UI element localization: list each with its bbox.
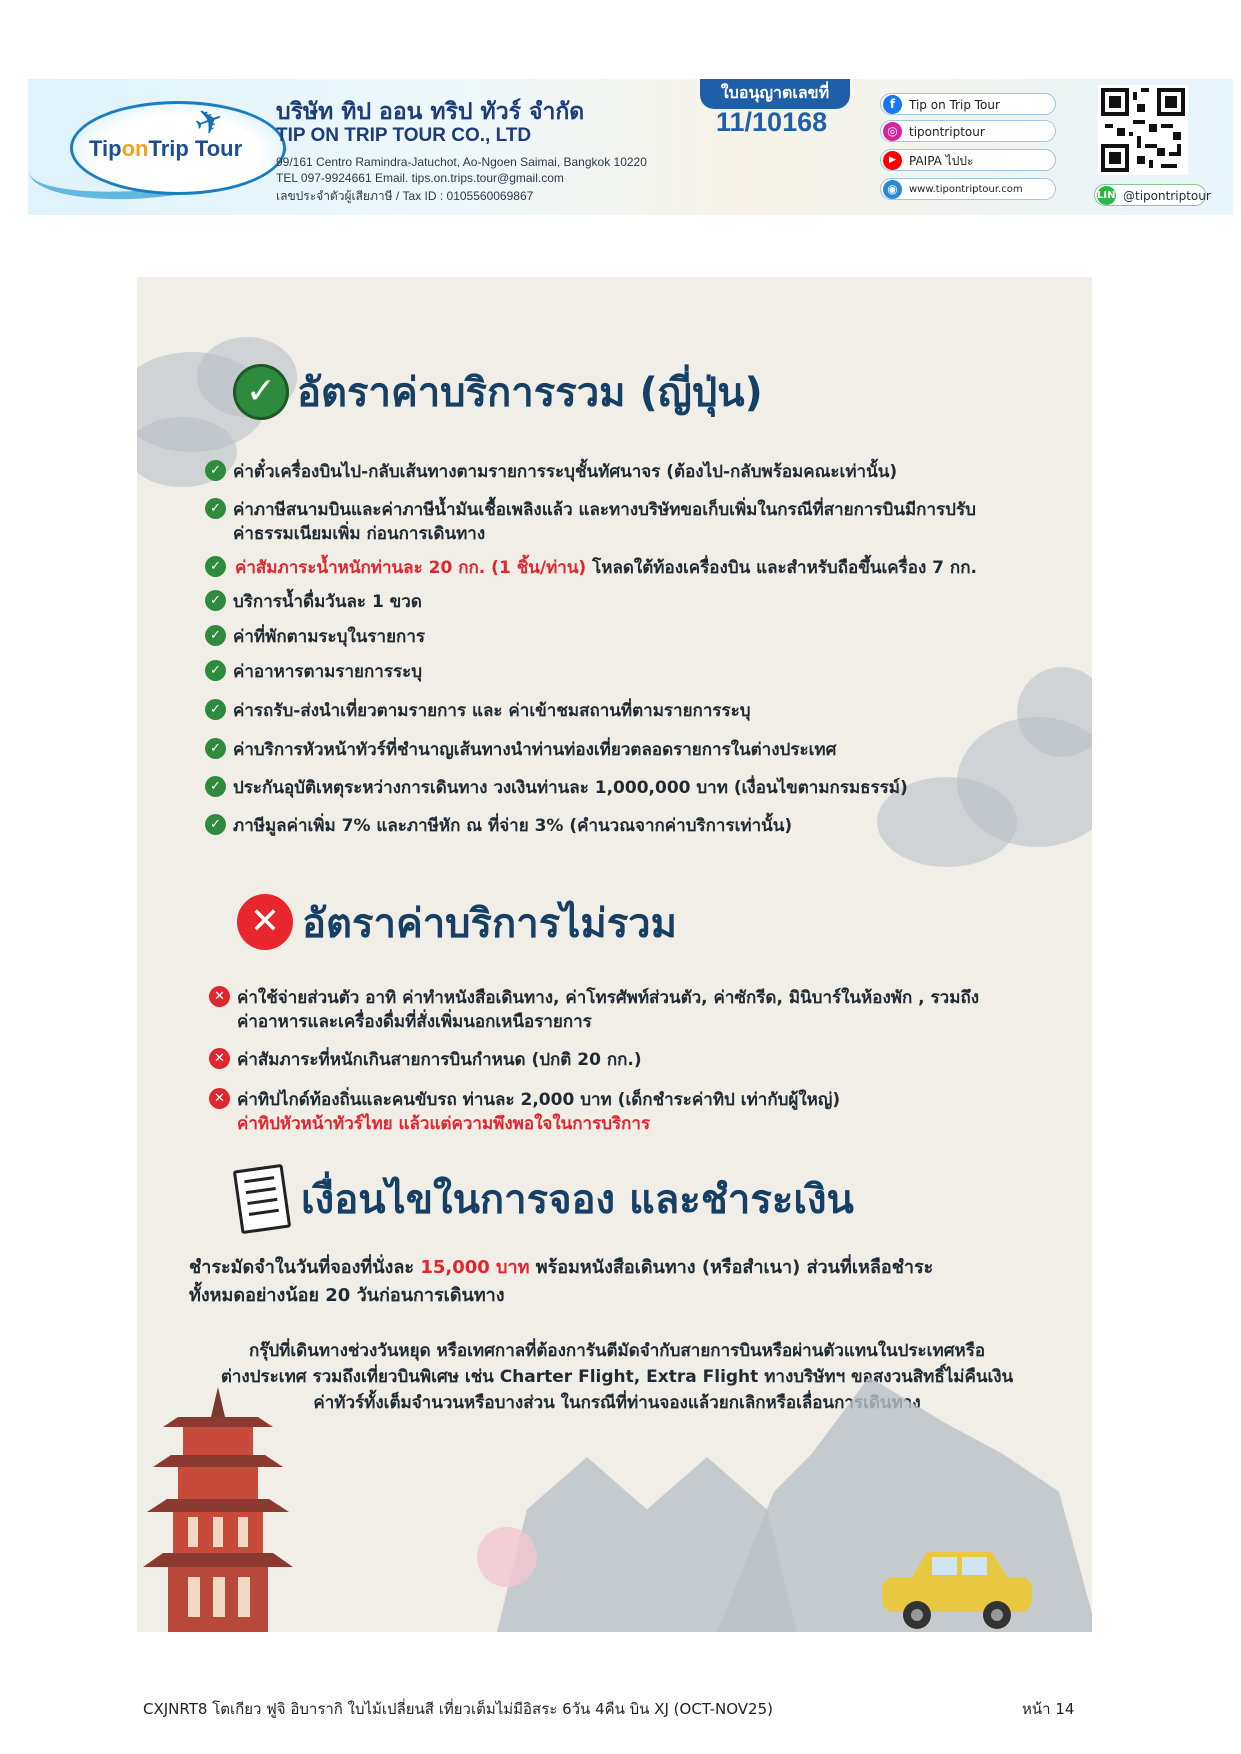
check-icon: ✓ <box>205 556 226 577</box>
cross-icon: ✕ <box>209 1048 230 1069</box>
website-link[interactable]: ◉ www.tipontriptour.com <box>880 178 1056 200</box>
company-name-english: TIP ON TRIP TOUR CO., LTD <box>276 125 532 146</box>
company-header-banner <box>28 79 1233 215</box>
yellow-car-illustration <box>872 1547 1042 1632</box>
list-item: ✓ ภาษีมูลค่าเพิ่ม 7% และภาษีหัก ณ ที่จ่าย 3% (คำนวณจากค่าบริการเท่านั้น) <box>205 812 1085 846</box>
company-logo: ✈ TiponTrip Tour <box>70 101 286 195</box>
company-contact: TEL 097-9924661 Email. tips.on.trips.tour@gmail.com <box>276 171 564 185</box>
list-item: ค่าทิปหัวหน้าทัวร์ไทย แล้วแต่ความพึงพอใจในการบริการ <box>237 1114 651 1134</box>
page-number: หน้า 14 <box>1022 1700 1075 1718</box>
youtube-icon: ▶ <box>883 151 902 170</box>
list-item: ✓ ค่าที่พักตามระบุในรายการ <box>205 623 1085 658</box>
company-tax-id: เลขประจำตัวผู้เสียภาษี / Tax ID : 0105560069867 <box>276 189 534 203</box>
company-name-thai: บริษัท ทิป ออน ทริป ทัวร์ จำกัด <box>276 99 585 125</box>
cross-icon: ✕ <box>209 986 230 1007</box>
list-item: ✕ ค่าทิปไกด์ท้องถิ่นและคนขับรถ ท่านละ 2,000 บาท (เด็กชำระค่าทิป เท่ากับผู้ใหญ่) <box>209 1086 1089 1110</box>
list-item: ✓ ค่าตั๋วเครื่องบินไป-กลับเส้นทางตามรายการระบุชั้นทัศนาจร (ต้องไป-กลับพร้อมคณะเท่านั้น) <box>205 458 1085 490</box>
list-item: ✕ ค่าสัมภาระที่หนักเกินสายการบินกำหนด (ปกติ 20 กก.) <box>209 1046 1089 1086</box>
facebook-link[interactable]: f Tip on Trip Tour <box>880 93 1056 115</box>
deposit-paragraph: ชำระมัดจำในวันที่จองที่นั่งละ 15,000 บาท พร้อมหนังสือเดินทาง (หรือสำเนา) ส่วนที่เหลือชำระ ทั้งหมดอย่างน้อย 20 วันก่อนการเดินทาง <box>189 1257 934 1306</box>
list-item: ค่าอาหารและเครื่องดื่มที่สั่งเพิ่มนอกเหนือรายการ <box>237 1012 592 1032</box>
license-label: ใบอนุญาตเลขที่ <box>700 79 850 109</box>
airplane-icon: ✈ <box>189 98 230 146</box>
qr-code-icon <box>1101 88 1185 172</box>
cross-icon: ✕ <box>209 1088 230 1109</box>
line-link[interactable]: LINE @tipontriptour <box>1094 184 1206 206</box>
footer-program-code: CXJNRT8 โตเกียว ฟูจิ อิบารากิ ใบไม้เปลี่ยนสี เที่ยวเต็มไม่มีอิสระ 6วัน 4คืน บิน XJ (OCT-NOV25) <box>143 1700 773 1718</box>
document-signature-icon <box>233 1164 291 1234</box>
check-icon: ✓ <box>205 660 226 681</box>
qr-code <box>1098 85 1188 175</box>
check-icon: ✓ <box>205 625 226 646</box>
included-title: อัตราค่าบริการรวม (ญี่ปุ่น) <box>297 370 763 416</box>
holiday-paragraph: กรุ๊ปที่เดินทางช่วงวันหยุด หรือเทศกาลที่ต้องการันตีมัดจำกับสายการบินหรือผ่านตัวแทนในประเทศหรือ ต่างประเทศ รวมถึงเที่ยวบินพิเศษ เช่น Charter Flight, Extra Flight ทางบริษัทฯ ขอสงวนสิทธิ์ไม่คืนเงิน ค่าทัวร์ทั้งเต็มจำนวนหรือบางส่วน ในกรณีที่ท่านจองแล้วยกเลิกหรือเลื่อนการเดินทาง <box>220 1341 1014 1413</box>
list-item: ✓ ค่าภาษีสนามบินและค่าภาษีน้ำมันเชื้อเพลิงแล้ว และทางบริษัทขอเก็บเพิ่มในกรณีที่สายการบินมีการปรับ <box>205 496 1085 526</box>
list-item: ✓ ค่าอาหารตามรายการระบุ <box>205 658 1085 697</box>
list-item: ✓ ค่ารถรับ-ส่งนำเที่ยวตามรายการ และ ค่าเข้าชมสถานที่ตามรายการระบุ <box>205 697 1085 736</box>
sakura-flower-icon <box>477 1527 537 1587</box>
company-address: 99/161 Centro Ramindra-Jatuchot, Ao-Ngoen Saimai, Bangkok 10220 <box>276 155 647 169</box>
excluded-title: อัตราค่าบริการไม่รวม <box>302 901 677 947</box>
globe-icon: ◉ <box>883 180 902 199</box>
included-list <box>205 458 1085 846</box>
deposit-amount: 15,000 บาท <box>420 1257 530 1278</box>
list-item: ✓ บริการน้ำดื่มวันละ 1 ขวด <box>205 588 1085 623</box>
check-circle-icon: ✓ <box>233 364 289 420</box>
check-icon: ✓ <box>205 460 226 481</box>
check-icon: ✓ <box>205 590 226 611</box>
license-number: 11/10168 <box>716 107 828 137</box>
booking-title: เงื่อนไขในการจอง และชำระเงิน <box>301 1177 854 1223</box>
instagram-link[interactable]: ◎ tipontriptour <box>880 120 1056 142</box>
check-icon: ✓ <box>205 699 226 720</box>
instagram-icon: ◎ <box>883 122 902 141</box>
pagoda-illustration <box>143 1387 293 1632</box>
list-item: ✓ ค่าบริการหัวหน้าทัวร์ที่ชำนาญเส้นทางนำท่านท่องเที่ยวตลอดรายการในต่างประเทศ <box>205 736 1085 774</box>
facebook-icon: f <box>883 95 902 114</box>
list-item: ค่าธรรมเนียมเพิ่ม ก่อนการเดินทาง <box>233 524 486 544</box>
excluded-list <box>209 984 1089 1136</box>
check-icon: ✓ <box>205 498 226 519</box>
check-icon: ✓ <box>205 814 226 835</box>
check-icon: ✓ <box>205 738 226 759</box>
list-item: ✓ ค่าสัมภาระน้ำหนักท่านละ 20 กก. (1 ชิ้น/ท่าน) โหลดใต้ท้องเครื่องบิน และสำหรับถือขึ้นเครื่อง 7 กก. <box>205 554 1085 588</box>
cross-circle-icon: ✕ <box>237 894 293 950</box>
youtube-link[interactable]: ▶ PAIPA ไปปะ <box>880 149 1056 171</box>
check-icon: ✓ <box>205 776 226 797</box>
list-item: ✕ ค่าใช้จ่ายส่วนตัว อาทิ ค่าทำหนังสือเดินทาง, ค่าโทรศัพท์ส่วนตัว, ค่าซักรีด, มินิบาร์ในห้องพัก , รวมถึง <box>209 984 1089 1008</box>
line-icon: LINE <box>1097 186 1116 205</box>
list-item: ✓ ประกันอุบัติเหตุระหว่างการเดินทาง วงเงินท่านละ 1,000,000 บาท (เงื่อนไขตามกรมธรรม์) <box>205 774 1085 812</box>
content-panel <box>137 277 1092 1632</box>
